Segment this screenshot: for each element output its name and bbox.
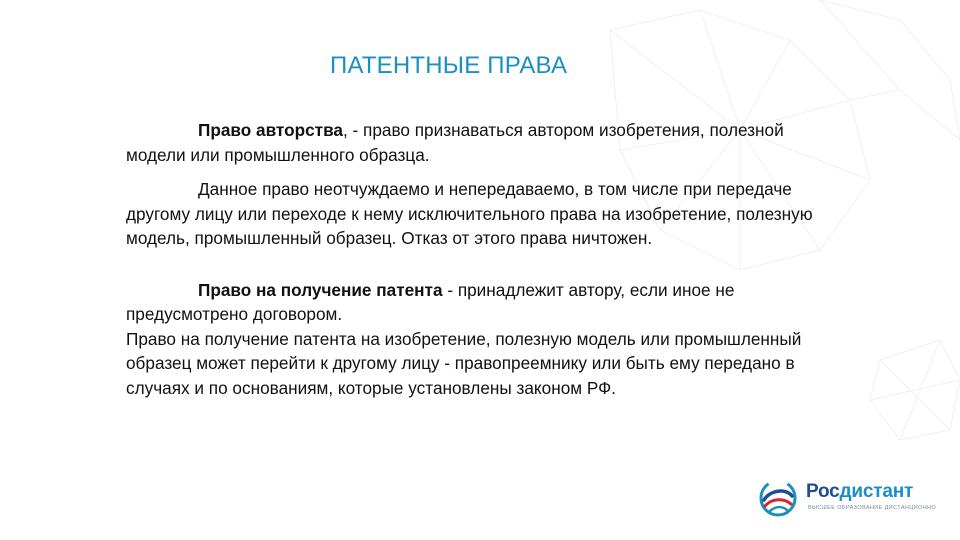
paragraph-transfer: Право на получение патента на изобретение, полезную модель или промышленный образец может перейти к другому лицу - правопреемнику или быть ему передано в случаях и по основаниям, которые установлены законом РФ.	[126, 328, 802, 398]
term-authorship: Право авторства	[198, 120, 343, 140]
logo-subtitle: ВЫСШЕЕ ОБРАЗОВАНИЕ ДИСТАНЦИОННО	[808, 505, 937, 511]
paragraph-authorship	[126, 118, 826, 167]
logo-name-part1: Рос	[806, 481, 840, 502]
rosdistant-logo	[758, 478, 938, 518]
paragraph-inalienable: Данное право неотчуждаемо и непередаваемо, в том числе при передаче другому лицу или переходе к нему исключительного права на изобретение, полезную модель, промышленный образец. Отказ от этого права ничтожен.	[126, 179, 813, 248]
paragraph-patent-right	[126, 278, 826, 327]
rosdistant-globe-icon	[758, 478, 798, 518]
term-patent-right: Право на получение патента	[198, 279, 443, 300]
logo-name	[806, 481, 913, 503]
authorship-definition: , - право признаваться автором изобретения, полезной модели или промышленного образца.	[126, 120, 784, 165]
patent-right-definition: - принадлежит автору, если иное не предусмотрено договором.	[126, 279, 735, 324]
logo-name-part2: дистант	[839, 481, 914, 502]
slide-body	[126, 118, 826, 400]
slide-title: ПАТЕНТНЫЕ ПРАВА	[330, 52, 568, 79]
